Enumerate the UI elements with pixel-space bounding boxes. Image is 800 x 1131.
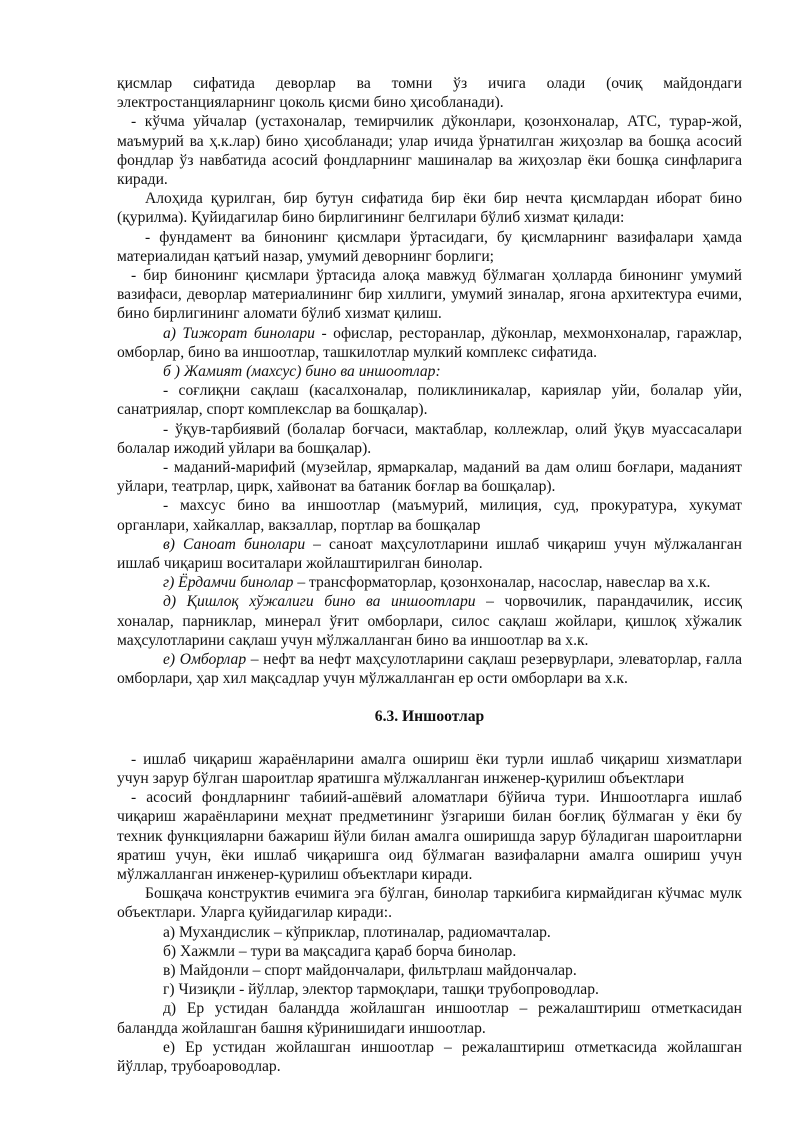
body-paragraph: - махсус бино ва иншоотлар (маъмурий, милиция, суд, прокуратура, хукумат органлари, хайкаллар, вакзаллар, портлар ва бошқалар (117, 497, 742, 534)
body-paragraph: б) Хажмли – тури ва мақсадига қараб борча бинолар. (163, 942, 517, 960)
body-paragraph: Бошқача конструктив ечимига эга бўлган, бинолар таркибига кирмайдиган кўчмас мулк объектлари. Уларга қуйидагилар киради:. (117, 885, 742, 922)
category-label: в) Саноат бинолари (163, 535, 306, 553)
body-paragraph (117, 592, 742, 650)
body-paragraph: г) Чизиқли - йўллар, электор тармоқлари, ташқи трубопроводлар. (163, 981, 599, 999)
body-paragraph: д) Ер устидан баландда жойлашган иншоотлар – режалаштириш отметкасидан баландда жойлашган башня кўринишидаги иншоотлар. (117, 1000, 742, 1037)
body-paragraph: Алоҳида қурилган, бир бутун сифатида бир ёки бир нечта қисмлардан иборат бино (қурилма). Қуйидагилар бино бирлигининг белгилари бўлиб хизмат қилади: (117, 190, 742, 227)
body-paragraph: а) Мухандислик – кўприклар, плотиналар, радиомачталар. (163, 923, 551, 941)
category-label: а) Тижорат бинолари (163, 324, 315, 342)
body-paragraph: в) Майдонли – спорт майдончалари, фильтрлаш майдончалар. (163, 961, 577, 979)
paragraph-text: – нефт ва нефт маҳсулотларини сақлаш резервурлари, элеваторлар, ғалла омборлари, ҳар хил мақсадлар учун мўлжалланган ер ости омборлари ва х.к. (117, 651, 742, 688)
body-paragraph (117, 650, 742, 688)
body-paragraph: - ўқув-тарбиявий (болалар боғчаси, мактаблар, коллежлар, олий ўқув муассасалари болалар ижодий уйлари ва бошқалар). (117, 420, 742, 457)
paragraph-text: – чорвочилик, парандачилик, иссиқ хоналар, парниклар, минерал ўғит омборлари, силос сақлаш жойлари, қишлоқ хўжалик маҳсулотларини сақлаш учун мўлжалланган бино ва иншоотлар ва х.к. (117, 593, 742, 649)
body-paragraph (117, 573, 742, 592)
body-paragraph: - фундамент ва бинонинг қисмлари ўртасидаги, бу қисмларнинг вазифалари ҳамда материалидан қатъий назар, умумий деворнинг борлиги; (117, 228, 742, 265)
paragraph-text: – саноат маҳсулотларини ишлаб чиқариш учун мўлжаланган ишлаб чиқариш воситалари жойлаштирилган бинолар. (117, 535, 742, 573)
body-paragraph (117, 535, 742, 573)
body-paragraph: - бир бинонинг қисмлари ўртасида алоқа мавжуд бўлмаган ҳолларда бинонинг умумий вазифаси, деворлар материалининг бир хиллиги, умумий зиналар, ягона архитектура ечими, бино бирлигининг аломати бўлиб хизмат қилиш. (117, 267, 742, 323)
document-page (117, 74, 742, 1076)
paragraph-text: - офислар, ресторанлар, дўконлар, мехмонхоналар, гаражлар, омборлар, бино ва иншоотлар, ташкилотлар мулкий комплекс сифатида. (117, 324, 742, 361)
category-label: г) Ёрдамчи бинолар (163, 574, 294, 592)
body-paragraph: - асосий фондларнинг табиий-ашёвий аломатлари бўйича тури. Иншоотларга ишлаб чиқариш жараёнларини меҳнат предметининг ўзгариши билан боғлиқ бўлмаган у ёки бу техник функцияларни бажариш йўли билан амалга оширишда зарур бўладиган шароитларни яратиш учун, ёки ишлаб чиқаришга оид бўлмаган вазифаларни амалга ошириш учун мўлжалланган инженер-қурилиш объектлари киради. (117, 789, 742, 883)
category-label: е) Омборлар (163, 651, 247, 669)
paragraph-text: – трансформаторлар, қозонхоналар, насослар, навеслар ва х.к. (293, 574, 711, 592)
body-paragraph: - кўчма уйчалар (устахоналар, темирчилик дўконлари, қозонхоналар, АТС, турар-жой, маъмурий ва ҳ.к.лар) бино ҳисобланади; улар ичида ўрнатилган жиҳозлар ва бошқа асосий фондлар ўз навбатида асосий фондларнинг машиналар ва жиҳозлар ёки бошқа синфларига киради. (117, 113, 742, 189)
body-paragraph: е) Ер устидан жойлашган иншоотлар – режалаштириш отметкасида жойлашган йўллар, трубоароводлар. (117, 1038, 742, 1075)
category-label: б ) Жамият (махсус) бино ва иншоотлар: (163, 363, 441, 381)
category-label: д) Қишлоқ хўжалиги бино ва иншоотлари (163, 593, 476, 611)
body-paragraph: қисмлар сифатида деворлар ва томни ўз ичига олади (очиқ майдондаги электростанцияларнинг цоколь қисми бино ҳисобланади). (117, 75, 742, 112)
section-heading: 6.3. Иншоотлар (374, 707, 485, 725)
body-paragraph (117, 362, 742, 381)
body-paragraph: - соғлиқни сақлаш (касалхоналар, поликлиникалар, кариялар уйи, болалар уйи, санатриялар, спорт комплекслар ва бошқалар). (117, 382, 742, 419)
body-paragraph: - ишлаб чиқариш жараёнларини амалга ошириш ёки турли ишлаб чиқариш хизматлари учун зарур бўлган шароитлар яратишга мўлжалланган инженер-қурилиш объектлари (117, 750, 742, 787)
body-paragraph: - маданий-марифий (музейлар, ярмаркалар, маданий ва дам олиш боғлари, маданият уйлари, театрлар, цирк, хайвонат ва батаник боғлар ва бошқалар). (117, 459, 742, 496)
body-paragraph (117, 324, 742, 362)
